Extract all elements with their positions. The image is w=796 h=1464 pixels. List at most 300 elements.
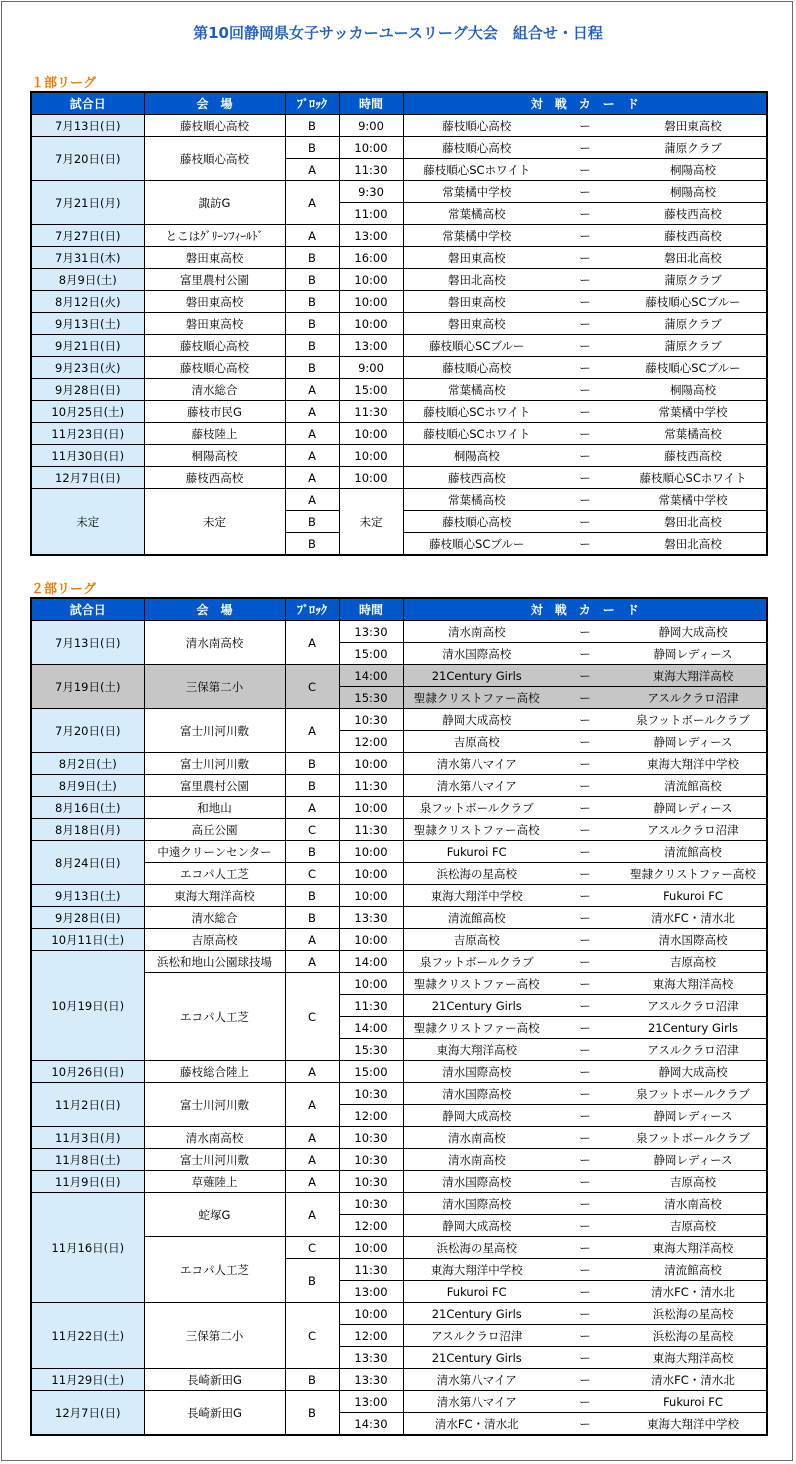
- versus-dash: ー: [550, 1017, 620, 1039]
- away-team: 磐田東高校: [620, 115, 767, 137]
- block: B: [285, 115, 339, 137]
- versus-dash: ー: [550, 1369, 620, 1391]
- venue: 富里農村公園: [144, 269, 285, 291]
- block: B: [285, 1369, 339, 1391]
- match-row: [31, 951, 767, 973]
- away-team: 静岡レディース: [620, 643, 767, 665]
- kickoff-time: 11:30: [339, 1259, 403, 1281]
- match-date: 9月28日(日): [31, 379, 144, 401]
- home-team: 常葉橘中学校: [403, 225, 550, 247]
- block: B: [285, 1259, 339, 1303]
- kickoff-time: 14:00: [339, 951, 403, 973]
- block: B: [285, 533, 339, 556]
- kickoff-time: 13:30: [339, 1369, 403, 1391]
- block: A: [285, 951, 339, 973]
- match-date: 11月23日(日): [31, 423, 144, 445]
- kickoff-time: 13:00: [339, 335, 403, 357]
- match-date: 8月2日(土): [31, 753, 144, 775]
- venue: 藤枝順心高校: [144, 335, 285, 357]
- away-team: 東海大翔洋高校: [620, 1347, 767, 1369]
- match-date: 8月18日(月): [31, 819, 144, 841]
- kickoff-time: 15:30: [339, 687, 403, 709]
- home-team: 清水南高校: [403, 621, 550, 643]
- kickoff-time: 13:00: [339, 225, 403, 247]
- home-team: 清水国際高校: [403, 643, 550, 665]
- away-team: 桐陽高校: [620, 379, 767, 401]
- away-team: Fukuroi FC: [620, 885, 767, 907]
- kickoff-time: 12:00: [339, 1215, 403, 1237]
- home-team: 藤枝順心高校: [403, 115, 550, 137]
- match-date: 未定: [31, 489, 144, 556]
- kickoff-time: 10:00: [339, 137, 403, 159]
- versus-dash: ー: [550, 489, 620, 511]
- block: B: [285, 291, 339, 313]
- block: B: [285, 269, 339, 291]
- away-team: 浜松海の星高校: [620, 1303, 767, 1325]
- kickoff-time: 10:00: [339, 1237, 403, 1259]
- match-date: 9月23日(火): [31, 357, 144, 379]
- away-team: 常葉橘高校: [620, 423, 767, 445]
- venue: 蛇塚G: [144, 1193, 285, 1237]
- home-team: 吉原高校: [403, 731, 550, 753]
- versus-dash: ー: [550, 137, 620, 159]
- header-venue: 会 場: [144, 92, 285, 115]
- kickoff-time: 11:00: [339, 203, 403, 225]
- match-date: 10月26日(日): [31, 1061, 144, 1083]
- kickoff-time: 13:30: [339, 1347, 403, 1369]
- versus-dash: ー: [550, 467, 620, 489]
- home-team: 清水南高校: [403, 1127, 550, 1149]
- match-row: [31, 335, 767, 357]
- versus-dash: ー: [550, 511, 620, 533]
- match-row: [31, 775, 767, 797]
- away-team: 藤枝順心SCブルー: [620, 357, 767, 379]
- versus-dash: ー: [550, 753, 620, 775]
- versus-dash: ー: [550, 1281, 620, 1303]
- match-date: 11月22日(土): [31, 1303, 144, 1369]
- away-team: 東海大翔洋高校: [620, 1237, 767, 1259]
- home-team: 磐田東高校: [403, 247, 550, 269]
- versus-dash: ー: [550, 1149, 620, 1171]
- kickoff-time: 11:30: [339, 995, 403, 1017]
- versus-dash: ー: [550, 687, 620, 709]
- match-date: 11月8日(土): [31, 1149, 144, 1171]
- block: B: [285, 313, 339, 335]
- venue: 中遠クリーンセンター: [144, 841, 285, 863]
- venue: 藤枝陸上: [144, 423, 285, 445]
- versus-dash: ー: [550, 1259, 620, 1281]
- versus-dash: ー: [550, 1237, 620, 1259]
- kickoff-time: 15:30: [339, 1039, 403, 1061]
- home-team: 常葉橘高校: [403, 203, 550, 225]
- home-team: 清水国際高校: [403, 1171, 550, 1193]
- versus-dash: ー: [550, 1171, 620, 1193]
- kickoff-time: 10:00: [339, 269, 403, 291]
- kickoff-time: 10:30: [339, 1193, 403, 1215]
- venue: 東海大翔洋高校: [144, 885, 285, 907]
- away-team: 聖隷クリストファー高校: [620, 863, 767, 885]
- home-team: 藤枝順心SCホワイト: [403, 423, 550, 445]
- away-team: 東海大翔洋中学校: [620, 1413, 767, 1436]
- venue: 富士川河川敷: [144, 1083, 285, 1127]
- league1-schedule-table: [30, 91, 768, 556]
- kickoff-time: 10:00: [339, 467, 403, 489]
- home-team: 清水第八マイア: [403, 775, 550, 797]
- block: A: [285, 1083, 339, 1127]
- versus-dash: ー: [550, 115, 620, 137]
- away-team: Fukuroi FC: [620, 1391, 767, 1413]
- home-team: 藤枝順心SCホワイト: [403, 159, 550, 181]
- block: A: [285, 181, 339, 225]
- kickoff-time: 10:00: [339, 445, 403, 467]
- versus-dash: ー: [550, 225, 620, 247]
- match-date: 12月7日(日): [31, 467, 144, 489]
- header-match-card: 対 戦 カ ー ド: [403, 598, 767, 621]
- match-row: [31, 379, 767, 401]
- match-row: [31, 1149, 767, 1171]
- match-date: 9月21日(日): [31, 335, 144, 357]
- block: B: [285, 885, 339, 907]
- versus-dash: ー: [550, 1325, 620, 1347]
- match-row: [31, 819, 767, 841]
- away-team: 清水FC・清水北: [620, 1369, 767, 1391]
- block: C: [285, 863, 339, 885]
- venue: 高丘公園: [144, 819, 285, 841]
- away-team: 浜松海の星高校: [620, 1325, 767, 1347]
- match-date: 7月13日(日): [31, 115, 144, 137]
- versus-dash: ー: [550, 313, 620, 335]
- kickoff-time: 9:30: [339, 181, 403, 203]
- kickoff-time: 12:00: [339, 1105, 403, 1127]
- home-team: 清水第八マイア: [403, 1391, 550, 1413]
- away-team: 静岡レディース: [620, 1149, 767, 1171]
- venue: 和地山: [144, 797, 285, 819]
- home-team: 21Century Girls: [403, 1347, 550, 1369]
- match-date: 11月3日(月): [31, 1127, 144, 1149]
- match-row: [31, 115, 767, 137]
- match-date: 7月31日(木): [31, 247, 144, 269]
- match-row: [31, 467, 767, 489]
- away-team: 吉原高校: [620, 1215, 767, 1237]
- match-row: [31, 1127, 767, 1149]
- match-date: 8月9日(土): [31, 269, 144, 291]
- kickoff-time: 15:00: [339, 1061, 403, 1083]
- match-date: 11月30日(日): [31, 445, 144, 467]
- block: C: [285, 1303, 339, 1369]
- away-team: 21Century Girls: [620, 1017, 767, 1039]
- block: B: [285, 907, 339, 929]
- venue: 磐田東高校: [144, 313, 285, 335]
- away-team: 東海大翔洋高校: [620, 665, 767, 687]
- versus-dash: ー: [550, 247, 620, 269]
- kickoff-time: 10:00: [339, 885, 403, 907]
- match-row: [31, 1369, 767, 1391]
- kickoff-time: 10:00: [339, 929, 403, 951]
- home-team: 磐田北高校: [403, 269, 550, 291]
- home-team: 常葉橘高校: [403, 489, 550, 511]
- versus-dash: ー: [550, 929, 620, 951]
- match-row: [31, 907, 767, 929]
- match-row: [31, 885, 767, 907]
- venue: 富士川河川敷: [144, 709, 285, 753]
- home-team: 吉原高校: [403, 929, 550, 951]
- match-row: [31, 709, 767, 731]
- versus-dash: ー: [550, 1061, 620, 1083]
- away-team: 静岡レディース: [620, 797, 767, 819]
- home-team: 磐田東高校: [403, 313, 550, 335]
- venue: 富里農村公園: [144, 775, 285, 797]
- block: A: [285, 423, 339, 445]
- away-team: 吉原高校: [620, 1171, 767, 1193]
- match-date: 9月13日(土): [31, 885, 144, 907]
- block: A: [285, 709, 339, 753]
- home-team: 清水FC・清水北: [403, 1413, 550, 1436]
- header-date: 試合日: [31, 598, 144, 621]
- versus-dash: ー: [550, 841, 620, 863]
- venue: 長崎新田G: [144, 1369, 285, 1391]
- kickoff-time: 10:30: [339, 1083, 403, 1105]
- away-team: 藤枝順心SCブルー: [620, 291, 767, 313]
- kickoff-time: 10:30: [339, 1171, 403, 1193]
- home-team: 清水国際高校: [403, 1061, 550, 1083]
- venue: 磐田東高校: [144, 247, 285, 269]
- home-team: 藤枝順心高校: [403, 357, 550, 379]
- page-title: 第10回静岡県女子サッカーユースリーグ大会 組合せ・日程: [193, 24, 603, 42]
- home-team: 21Century Girls: [403, 665, 550, 687]
- home-team: 清水南高校: [403, 1149, 550, 1171]
- versus-dash: ー: [550, 819, 620, 841]
- header-time: 時間: [339, 92, 403, 115]
- match-date: 10月11日(土): [31, 929, 144, 951]
- home-team: Fukuroi FC: [403, 841, 550, 863]
- match-date: 7月20日(日): [31, 709, 144, 753]
- away-team: 蒲原クラブ: [620, 335, 767, 357]
- home-team: 浜松海の星高校: [403, 863, 550, 885]
- match-date: 7月21日(月): [31, 181, 144, 225]
- venue: 藤枝市民G: [144, 401, 285, 423]
- away-team: 常葉橘中学校: [620, 401, 767, 423]
- away-team: 清水南高校: [620, 1193, 767, 1215]
- match-date: 7月19日(土): [31, 665, 144, 709]
- match-row: [31, 489, 767, 511]
- away-team: 藤枝西高校: [620, 225, 767, 247]
- away-team: 泉フットボールクラブ: [620, 1127, 767, 1149]
- kickoff-time: 11:30: [339, 159, 403, 181]
- versus-dash: ー: [550, 423, 620, 445]
- home-team: 聖隷クリストファー高校: [403, 973, 550, 995]
- versus-dash: ー: [550, 1303, 620, 1325]
- kickoff-time: 10:00: [339, 423, 403, 445]
- match-row: [31, 291, 767, 313]
- block: A: [285, 489, 339, 511]
- away-team: 桐陽高校: [620, 181, 767, 203]
- venue: 藤枝順心高校: [144, 357, 285, 379]
- venue: 藤枝西高校: [144, 467, 285, 489]
- kickoff-time: 13:00: [339, 1391, 403, 1413]
- block: A: [285, 1061, 339, 1083]
- versus-dash: ー: [550, 181, 620, 203]
- match-date: 8月9日(土): [31, 775, 144, 797]
- block: B: [285, 753, 339, 775]
- home-team: 藤枝順心SCブルー: [403, 335, 550, 357]
- away-team: 清流館高校: [620, 775, 767, 797]
- kickoff-time: 13:00: [339, 1281, 403, 1303]
- away-team: 桐陽高校: [620, 159, 767, 181]
- kickoff-time: 10:30: [339, 709, 403, 731]
- home-team: 21Century Girls: [403, 995, 550, 1017]
- venue: とこはｸﾞﾘｰﾝﾌｨｰﾙﾄﾞ: [144, 225, 285, 247]
- block: A: [285, 1149, 339, 1171]
- kickoff-time: 9:00: [339, 357, 403, 379]
- header-row: [31, 92, 767, 115]
- kickoff-time: 13:30: [339, 907, 403, 929]
- kickoff-time: 16:00: [339, 247, 403, 269]
- block: A: [285, 621, 339, 665]
- kickoff-time: 10:00: [339, 291, 403, 313]
- away-team: 蒲原クラブ: [620, 137, 767, 159]
- away-team: 東海大翔洋高校: [620, 973, 767, 995]
- home-team: 泉フットボールクラブ: [403, 797, 550, 819]
- venue: エコパ人工芝: [144, 973, 285, 1061]
- kickoff-time: 10:00: [339, 973, 403, 995]
- away-team: アスルクラロ沼津: [620, 995, 767, 1017]
- block: A: [285, 225, 339, 247]
- match-row: [31, 621, 767, 643]
- match-row: [31, 313, 767, 335]
- away-team: 磐田北高校: [620, 533, 767, 556]
- home-team: 静岡大成高校: [403, 1215, 550, 1237]
- header-block: ﾌﾞﾛｯｸ: [285, 92, 339, 115]
- home-team: 聖隷クリストファー高校: [403, 819, 550, 841]
- match-date: 11月2日(日): [31, 1083, 144, 1127]
- away-team: 蒲原クラブ: [620, 269, 767, 291]
- kickoff-time: 11:30: [339, 819, 403, 841]
- match-date: 7月20日(日): [31, 137, 144, 181]
- home-team: 清水国際高校: [403, 1193, 550, 1215]
- match-row: [31, 929, 767, 951]
- match-date: 9月13日(土): [31, 313, 144, 335]
- match-date: 12月7日(日): [31, 1391, 144, 1436]
- match-row: [31, 423, 767, 445]
- versus-dash: ー: [550, 379, 620, 401]
- match-row: [31, 445, 767, 467]
- match-date: 11月29日(土): [31, 1369, 144, 1391]
- versus-dash: ー: [550, 357, 620, 379]
- versus-dash: ー: [550, 709, 620, 731]
- home-team: 藤枝順心SCホワイト: [403, 401, 550, 423]
- home-team: 藤枝順心SCブルー: [403, 533, 550, 556]
- header-time: 時間: [339, 598, 403, 621]
- match-row: [31, 753, 767, 775]
- kickoff-time: 14:00: [339, 1017, 403, 1039]
- versus-dash: ー: [550, 907, 620, 929]
- block: B: [285, 357, 339, 379]
- versus-dash: ー: [550, 1193, 620, 1215]
- versus-dash: ー: [550, 1083, 620, 1105]
- versus-dash: ー: [550, 621, 620, 643]
- kickoff-time: 14:00: [339, 665, 403, 687]
- home-team: 藤枝順心高校: [403, 137, 550, 159]
- versus-dash: ー: [550, 1105, 620, 1127]
- match-row: [31, 247, 767, 269]
- away-team: 常葉橘中学校: [620, 489, 767, 511]
- match-row: [31, 1083, 767, 1105]
- home-team: 東海大翔洋中学校: [403, 885, 550, 907]
- venue: 藤枝総合陸上: [144, 1061, 285, 1083]
- home-team: 磐田東高校: [403, 291, 550, 313]
- header-venue: 会 場: [144, 598, 285, 621]
- league2-title: ２部リーグ: [31, 582, 97, 597]
- versus-dash: ー: [550, 643, 620, 665]
- venue: 三保第二小: [144, 665, 285, 709]
- home-team: 常葉橘高校: [403, 379, 550, 401]
- kickoff-time: 10:30: [339, 1127, 403, 1149]
- venue: 浜松和地山公園球技場: [144, 951, 285, 973]
- versus-dash: ー: [550, 203, 620, 225]
- venue: 磐田東高校: [144, 291, 285, 313]
- away-team: 静岡大成高校: [620, 1061, 767, 1083]
- home-team: 東海大翔洋中学校: [403, 1259, 550, 1281]
- block: A: [285, 401, 339, 423]
- home-team: Fukuroi FC: [403, 1281, 550, 1303]
- home-team: 常葉橘中学校: [403, 181, 550, 203]
- kickoff-time: 14:30: [339, 1413, 403, 1436]
- kickoff-time: 10:00: [339, 313, 403, 335]
- header-block: ﾌﾞﾛｯｸ: [285, 598, 339, 621]
- versus-dash: ー: [550, 775, 620, 797]
- away-team: アスルクラロ沼津: [620, 819, 767, 841]
- versus-dash: ー: [550, 973, 620, 995]
- match-row: [31, 225, 767, 247]
- away-team: 藤枝西高校: [620, 445, 767, 467]
- match-date: 7月27日(日): [31, 225, 144, 247]
- away-team: 清水FC・清水北: [620, 1281, 767, 1303]
- block: A: [285, 379, 339, 401]
- block: A: [285, 1171, 339, 1193]
- home-team: 桐陽高校: [403, 445, 550, 467]
- away-team: 泉フットボールクラブ: [620, 709, 767, 731]
- block: B: [285, 775, 339, 797]
- header-row: [31, 598, 767, 621]
- away-team: 東海大翔洋中学校: [620, 753, 767, 775]
- home-team: 静岡大成高校: [403, 709, 550, 731]
- versus-dash: ー: [550, 797, 620, 819]
- block: C: [285, 1237, 339, 1259]
- kickoff-time: 未定: [339, 489, 403, 556]
- block: B: [285, 335, 339, 357]
- block: C: [285, 819, 339, 841]
- match-row: [31, 665, 767, 687]
- block: A: [285, 467, 339, 489]
- kickoff-time: 10:00: [339, 841, 403, 863]
- versus-dash: ー: [550, 863, 620, 885]
- away-team: アスルクラロ沼津: [620, 687, 767, 709]
- home-team: 静岡大成高校: [403, 1105, 550, 1127]
- versus-dash: ー: [550, 995, 620, 1017]
- match-date: 8月24日(日): [31, 841, 144, 885]
- kickoff-time: 15:00: [339, 643, 403, 665]
- match-row: [31, 1391, 767, 1413]
- match-date: 10月25日(土): [31, 401, 144, 423]
- versus-dash: ー: [550, 731, 620, 753]
- versus-dash: ー: [550, 335, 620, 357]
- kickoff-time: 10:00: [339, 797, 403, 819]
- versus-dash: ー: [550, 291, 620, 313]
- kickoff-time: 9:00: [339, 115, 403, 137]
- home-team: 泉フットボールクラブ: [403, 951, 550, 973]
- match-date: 11月9日(日): [31, 1171, 144, 1193]
- versus-dash: ー: [550, 665, 620, 687]
